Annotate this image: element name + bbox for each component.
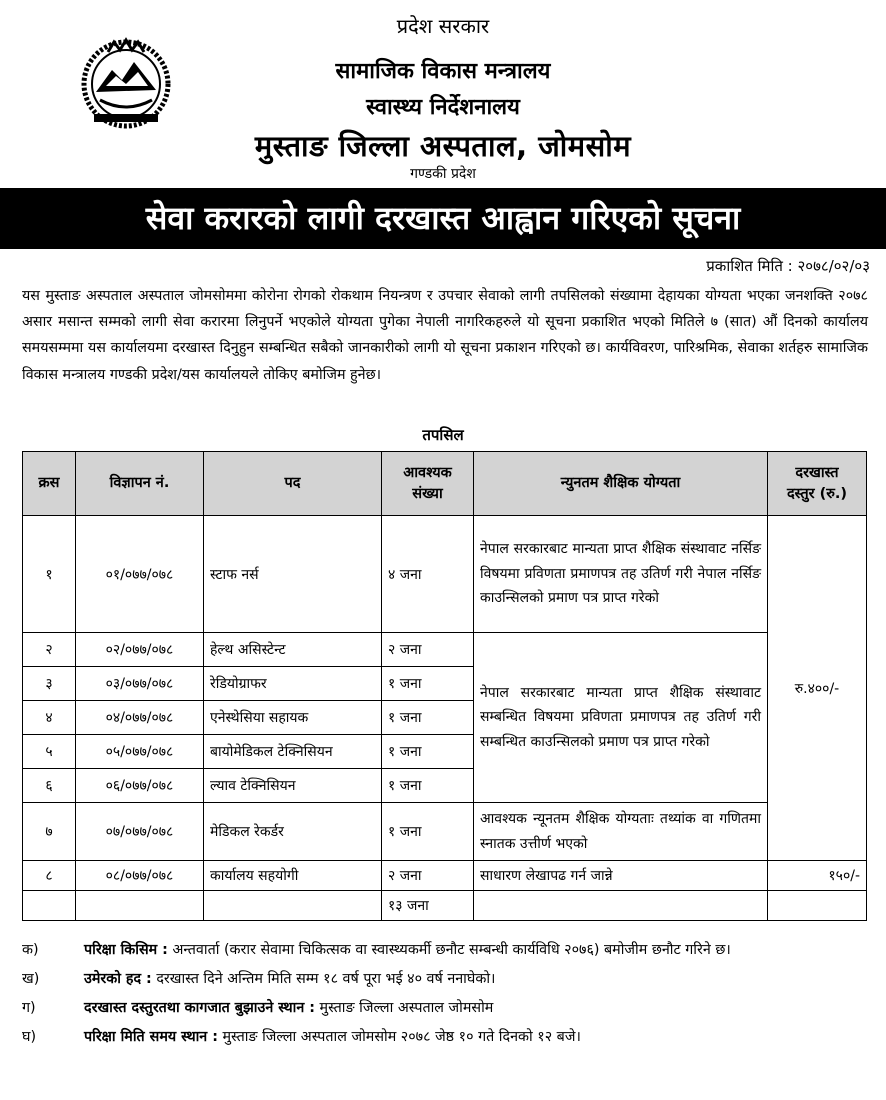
note-text: मुस्ताङ जिल्ला अस्पताल जोमसोम [314, 1000, 494, 1016]
cell-sn: ६ [23, 769, 76, 803]
header-line-hospital: मुस्ताङ जिल्ला अस्पताल, जोमसोम [254, 129, 632, 163]
cell-fee: १५०/- [768, 861, 867, 891]
cell-post: बायोमेडिकल टेक्निसियन [204, 735, 382, 769]
note-item [22, 938, 868, 963]
col-header-ad-no: विज्ञापन नं. [76, 452, 204, 516]
col-header-fee-line1: दरखास्त [795, 464, 839, 481]
cell-count: २ जना [382, 861, 474, 891]
cell-count: ४ जना [382, 516, 474, 633]
cell-post: एनेस्थेसिया सहायक [204, 701, 382, 735]
cell-empty [204, 891, 382, 921]
header-line-province: गण्डकी प्रदेश [410, 166, 476, 182]
cell-sn: २ [23, 633, 76, 667]
cell-sn: ७ [23, 803, 76, 861]
notice-banner-title: सेवा करारको लागी दरखास्त आह्वान गरिएको सूचना [0, 188, 886, 249]
cell-ad-no: ०३/०७७/०७८ [76, 667, 204, 701]
note-item [22, 967, 868, 992]
cell-sn: ५ [23, 735, 76, 769]
cell-post: हेल्थ असिस्टेन्ट [204, 633, 382, 667]
table-row [23, 861, 867, 891]
cell-ad-no: ०६/०७७/०७८ [76, 769, 204, 803]
cell-qualification: साधारण लेखापढ गर्न जान्ने [474, 861, 768, 891]
cell-qualification: आवश्यक न्यूनतम शैक्षिक योग्यताः तथ्यांक वा गणितमा स्नातक उत्तीर्ण भएको [474, 803, 768, 861]
col-header-fee-line2: दस्तुर (रु.) [786, 485, 848, 502]
cell-ad-no: ०४/०७७/०७८ [76, 701, 204, 735]
cell-ad-no: ०८/०७७/०७८ [76, 861, 204, 891]
note-text: मुस्ताङ जिल्ला अस्पताल जोमसोम २०७८ जेष्ठ १० गते दिनको १२ बजे। [217, 1029, 581, 1045]
cell-count: १ जना [382, 735, 474, 769]
table-row [23, 516, 867, 633]
cell-empty [23, 891, 76, 921]
cell-fee: रु.४००/- [768, 516, 867, 861]
note-label: ग) [22, 1000, 36, 1016]
table-title: तपसिल [422, 426, 464, 444]
table-header-row [23, 452, 867, 516]
cell-sn: १ [23, 516, 76, 633]
cell-sn: ४ [23, 701, 76, 735]
vacancy-table [22, 451, 867, 921]
col-header-qualification: न्युनतम शैक्षिक योग्यता [474, 452, 768, 516]
col-header-fee [768, 452, 867, 516]
note-text: अन्तवार्ता (करार सेवामा चिकित्सक वा स्वास्थ्यकर्मी छनौट सम्बन्धी कार्यविधि २०७६) बमोजीम छनौट गरिने छ। [167, 942, 731, 958]
cell-count: १ जना [382, 769, 474, 803]
intro-paragraph: यस मुस्ताङ अस्पताल अस्पताल जोमसोममा कोरोना रोगको रोकथाम नियन्त्रण र उपचार सेवाको लागी तपसिलको संख्यामा देहायका योग्यता भएका जनशक्ति २०७८ असार मसान्त सम्मको लागी सेवा करारमा लिनुपर्ने भएकोले योग्यता पुगेका नेपाली नागरिकहरुले यो सूचना प्रकाशित भएको मितिले ७ (सात) औं दिनको कार्यालय समयसम्ममा यस कार्यालयमा दरखास्त दिनुहुन सम्बन्धित सबैको जानकारीको लागी यो सूचना प्रकाशन गरिएको छ। कार्यविवरण, पारिश्रमिक, सेवाका शर्तहरु सामाजिक विकास मन्त्रालय गण्डकी प्रदेश/यस कार्यालयले तोकिए बमोजिम हुनेछ। [22, 288, 868, 383]
note-title: उमेरको हद : [84, 971, 152, 987]
cell-count: १ जना [382, 803, 474, 861]
table-total-row [23, 891, 867, 921]
notes-section [22, 938, 868, 1054]
col-header-post: पद [204, 452, 382, 516]
note-title: दरखास्त दस्तुरतथा कागजात बुझाउने स्थान : [84, 1000, 315, 1016]
col-header-count [382, 452, 474, 516]
cell-empty [76, 891, 204, 921]
letterhead [0, 0, 886, 188]
cell-post: ल्याव टेक्निसियन [204, 769, 382, 803]
note-label: क) [22, 942, 39, 958]
header-line-ministry: सामाजिक विकास मन्त्रालय [335, 59, 551, 84]
note-item [22, 996, 868, 1021]
note-text: दरखास्त दिने अन्तिम मिति सम्म १८ वर्ष पूरा भई ४० वर्ष ननाघेको। [151, 971, 496, 987]
cell-total-count: १३ जना [382, 891, 474, 921]
note-title: परिक्षा किसिम : [84, 942, 168, 958]
cell-count: १ जना [382, 701, 474, 735]
cell-count: १ जना [382, 667, 474, 701]
cell-ad-no: ०७/०७७/०७८ [76, 803, 204, 861]
header-line-directorate: स्वास्थ्य निर्देशनालय [366, 95, 520, 120]
table-row [23, 803, 867, 861]
cell-empty [768, 891, 867, 921]
cell-post: कार्यालय सहयोगी [204, 861, 382, 891]
col-header-count-line1: आवश्यक [403, 464, 452, 481]
note-item [22, 1025, 868, 1050]
header-line-province-govt: प्रदेश सरकार [396, 14, 490, 38]
cell-qualification: नेपाल सरकारबाट मान्यता प्राप्त शैक्षिक संस्थावाट नर्सिङ विषयमा प्रविणता प्रमाणपत्र तह उतिर्ण गरी नेपाल नर्सिङ काउन्सिलको प्रमाण पत्र प्राप्त गरेको [474, 516, 768, 633]
note-label: ख) [22, 971, 40, 987]
note-label: घ) [22, 1029, 37, 1045]
cell-empty [474, 891, 768, 921]
cell-sn: ३ [23, 667, 76, 701]
table-row [23, 633, 867, 667]
cell-count: २ जना [382, 633, 474, 667]
col-header-count-line2: संख्या [412, 485, 443, 502]
col-header-sn: क्रस [23, 452, 76, 516]
cell-ad-no: ०१/०७७/०७८ [76, 516, 204, 633]
note-title: परिक्षा मिति समय स्थान : [84, 1029, 218, 1045]
published-date: प्रकाशित मिति : २०७८/०२/०३ [706, 257, 870, 275]
cell-post: स्टाफ नर्स [204, 516, 382, 633]
cell-qualification: नेपाल सरकारबाट मान्यता प्राप्त शैक्षिक संस्थावाट सम्बन्धित विषयमा प्रविणता प्रमाणपत्र तह उतिर्ण गरी सम्बन्धित काउन्सिलको प्रमाण पत्र प्राप्त गरेको [474, 633, 768, 803]
cell-ad-no: ०२/०७७/०७८ [76, 633, 204, 667]
cell-post: मेडिकल रेकर्डर [204, 803, 382, 861]
cell-ad-no: ०५/०७७/०७८ [76, 735, 204, 769]
cell-sn: ८ [23, 861, 76, 891]
cell-post: रेडियोग्राफर [204, 667, 382, 701]
